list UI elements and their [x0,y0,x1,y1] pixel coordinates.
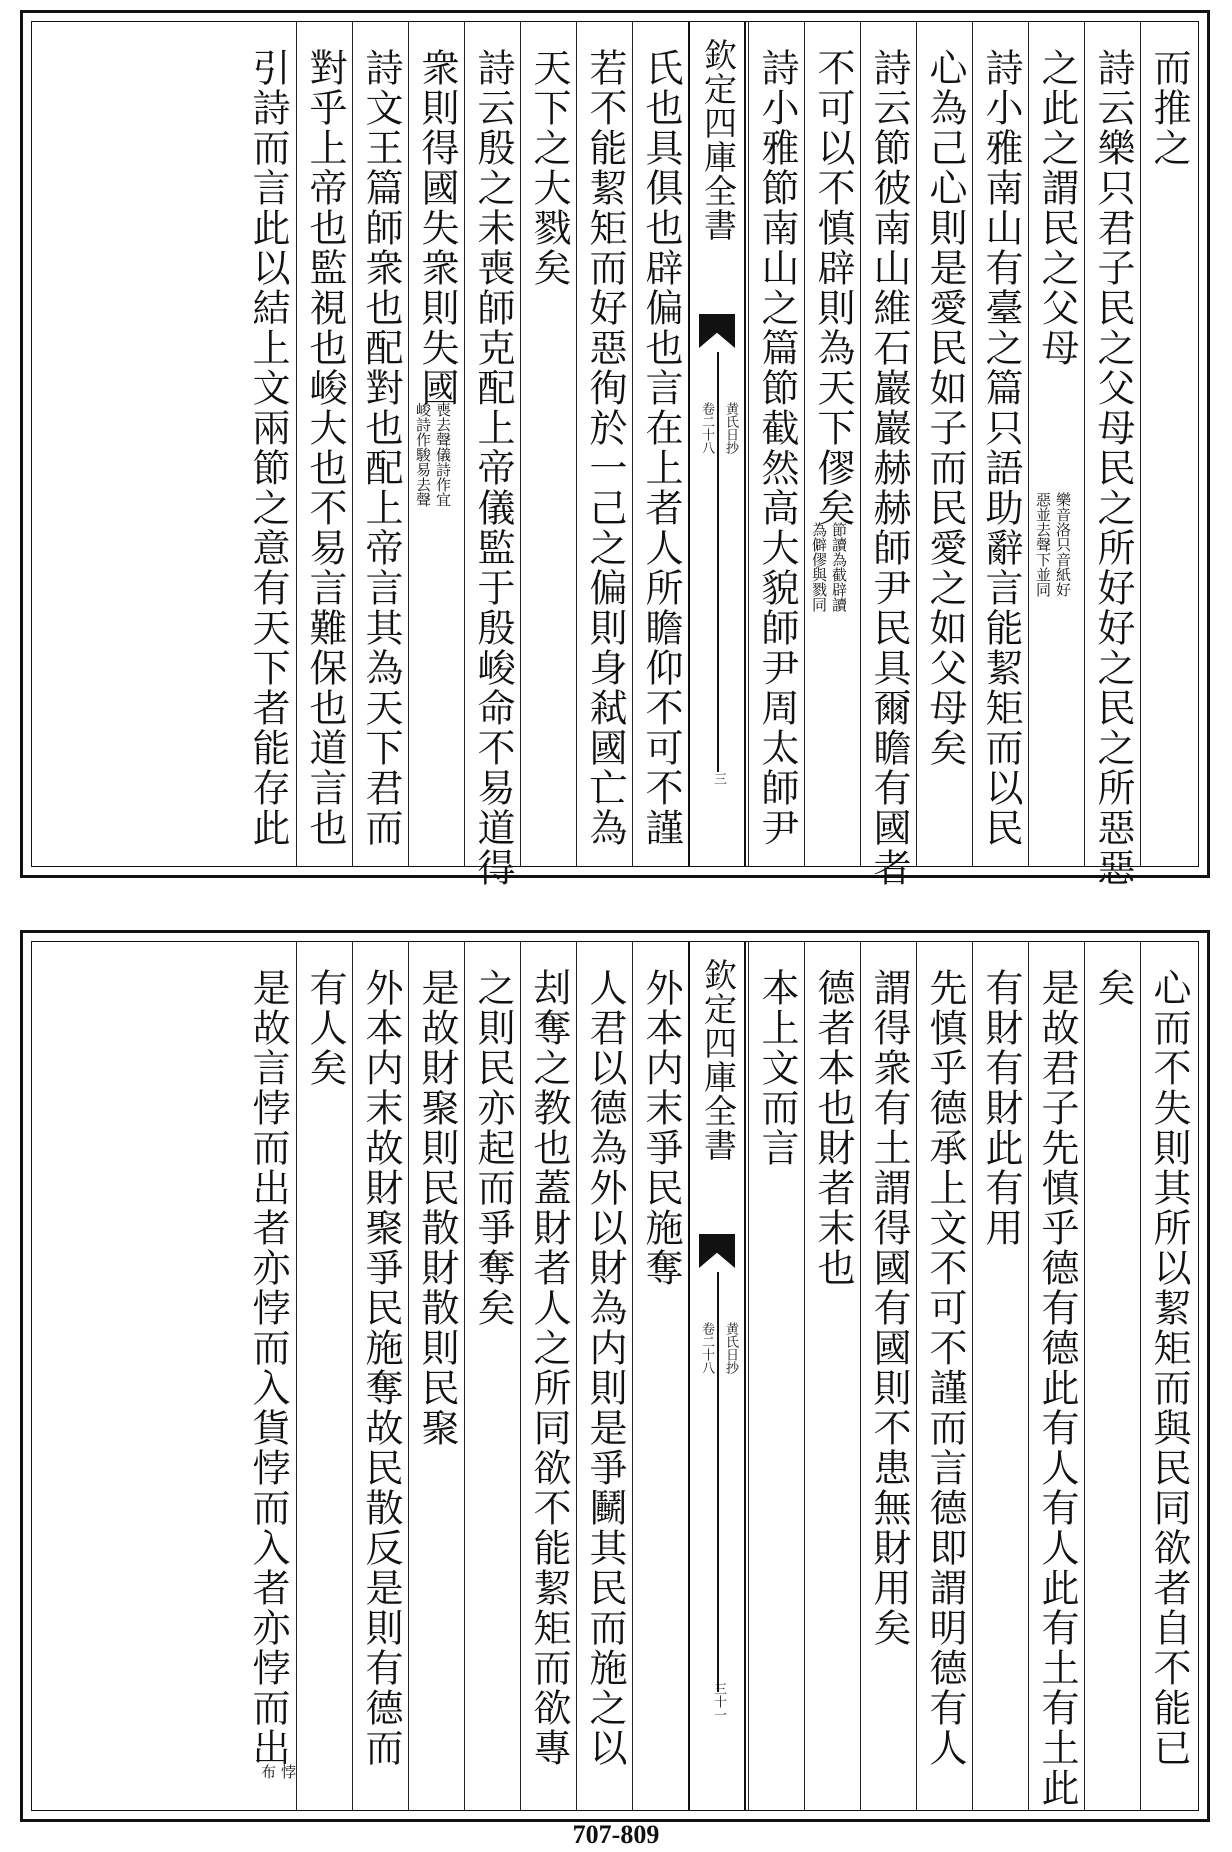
text-line: 心而不失則其所以絜矩而與民同欲者自不能已 [1147,968,1191,1768]
bottom-col-7 [804,942,860,1810]
volume-label: 卷二十八 [699,402,714,454]
bottom-col-3 [1028,942,1084,1810]
top-col-16 [240,22,296,866]
collection-title: 欽定四庫全書 [699,958,738,1162]
annotation [809,522,849,612]
bottom-col-10 [576,942,632,1810]
volume-label: 卷二十八 [699,1322,714,1374]
text-line: 若不能絜矩而好惡徇於一己之偏則身弒國亡為 [583,48,627,848]
bottom-col-4 [972,942,1028,1810]
text-line: 外本内末爭民施奪 [639,968,683,1288]
text-line: 詩云節彼南山維石巖巖赫赫師尹民具爾瞻有國者 [867,48,911,888]
leaf-number: 三 [711,772,726,785]
text-line: 天下之大戮矣 [527,48,571,288]
text-line: 心為己心則是愛民如子而民愛之如父母矣 [923,48,967,768]
bottom-col-15 [296,942,352,1810]
center-rule [717,1272,719,1692]
center-rule [717,352,719,772]
annotation-line: 為僻僇與戮同 [810,522,828,612]
annotation-line: 惡並去聲下並同 [1034,492,1052,597]
bottom-col-16 [240,942,296,1810]
top-col-13 [408,22,464,866]
page-bottom [20,930,1210,1822]
bottom-col-6 [860,942,916,1810]
text-line: 不可以不慎辟則為天下僇矣 [811,48,855,528]
annotation [413,402,453,507]
top-col-8 [748,22,804,866]
text-line: 矣 [1091,968,1135,1008]
fish-tail-mark [699,314,735,348]
bottom-col-8 [748,942,804,1810]
top-col-14 [352,22,408,866]
text-line: 而推之 [1147,48,1191,168]
text-line: 詩云殷之未喪師克配上帝儀監于殷峻命不易道得 [471,48,515,888]
bottom-col-11 [520,942,576,1810]
text-line: 先慎乎德承上文不可不謹而言德即謂明德有人 [923,968,967,1768]
top-col-6 [860,22,916,888]
text-line: 之則民亦起而爭奪矣 [471,968,515,1328]
top-col-7 [804,22,860,866]
text-line: 衆則得國失衆則失國 [415,48,459,408]
fish-tail-mark [699,1234,735,1268]
top-col-15 [296,22,352,866]
bottom-col-2 [1084,942,1140,1810]
text-line: 謂得衆有土謂得國有國則不患無財用矣 [867,968,911,1648]
top-col-10 [576,22,632,866]
top-col-1 [1140,22,1196,866]
page-top-frame [31,21,1199,888]
annotation [1033,492,1073,597]
text-line: 有財有財此有用 [979,968,1023,1248]
text-line: 之此之謂民之父母 [1035,48,1079,368]
text-line: 詩文王篇師衆也配對也配上帝言其為天下君而 [359,48,403,848]
book-title: 黄氏日抄 [723,1322,738,1374]
annotation-line: 喪去聲儀詩作宜 [434,402,452,507]
page-bottom-frame [31,941,1199,1811]
annotation-line: 布 [259,1764,277,1779]
bottom-col-12 [464,942,520,1810]
text-line: 詩小雅南山有臺之篇只語助辭言能絜矩而以民 [979,48,1023,848]
annotation-line: 悖 [279,1764,297,1779]
text-line: 刦奪之教也蓋財者人之所同欲不能絜矩而欲專 [527,968,571,1768]
text-line: 人君以德為外以財為内則是爭鬭其民而施之以 [583,968,627,1768]
top-col-5 [916,22,972,866]
top-col-4 [972,22,1028,866]
bottom-col-5 [916,942,972,1810]
collection-title: 欽定四庫全書 [699,38,738,242]
book-title: 黄氏日抄 [723,402,738,454]
text-line: 德者本也財者末也 [811,968,855,1288]
text-line: 氏也具俱也辟偏也言在上者人所瞻仰不可不謹 [639,48,683,848]
bottom-col-13 [408,942,464,1810]
text-line: 外本内末故財聚爭民施奪故民散反是則有德而 [359,968,403,1768]
top-col-3 [1028,22,1084,866]
annotation [258,1764,298,1779]
text-line: 本上文而言 [755,968,799,1168]
bottom-col-14 [352,942,408,1810]
text-line: 詩小雅節南山之篇節截然高大貌師尹周太師尹 [755,48,799,848]
annotation-line: 峻詩作駿易去聲 [414,402,432,507]
text-line: 詩云樂只君子民之父母民之所好好之民之所惡惡 [1091,48,1135,888]
top-col-2 [1084,22,1140,888]
center-gutter [688,22,746,866]
text-line: 是故財聚則民散財散則民聚 [415,968,459,1448]
top-col-9 [632,22,688,866]
bottom-col-1 [1140,942,1196,1810]
text-line: 引詩而言此以結上文兩節之意有天下者能存此 [246,48,290,848]
center-gutter [688,942,746,1810]
text-line: 是故言悖而出者亦悖而入貨悖而入者亦悖而出 [246,968,290,1768]
top-col-12 [464,22,520,888]
text-line: 對乎上帝也監視也峻大也不易言難保也道言也 [303,48,347,848]
leaf-number: 三十一 [711,1682,726,1721]
bottom-col-9 [632,942,688,1810]
page-top [20,10,1210,888]
text-line: 是故君子先慎乎德有德此有人有人此有土有土此 [1035,968,1079,1808]
top-col-11 [520,22,576,866]
text-line: 有人矣 [303,968,347,1088]
annotation-line: 樂音洛只音紙好 [1054,492,1072,597]
page-number: 707-809 [572,1820,660,1849]
annotation-line: 節讀為截辟讀 [830,522,848,612]
